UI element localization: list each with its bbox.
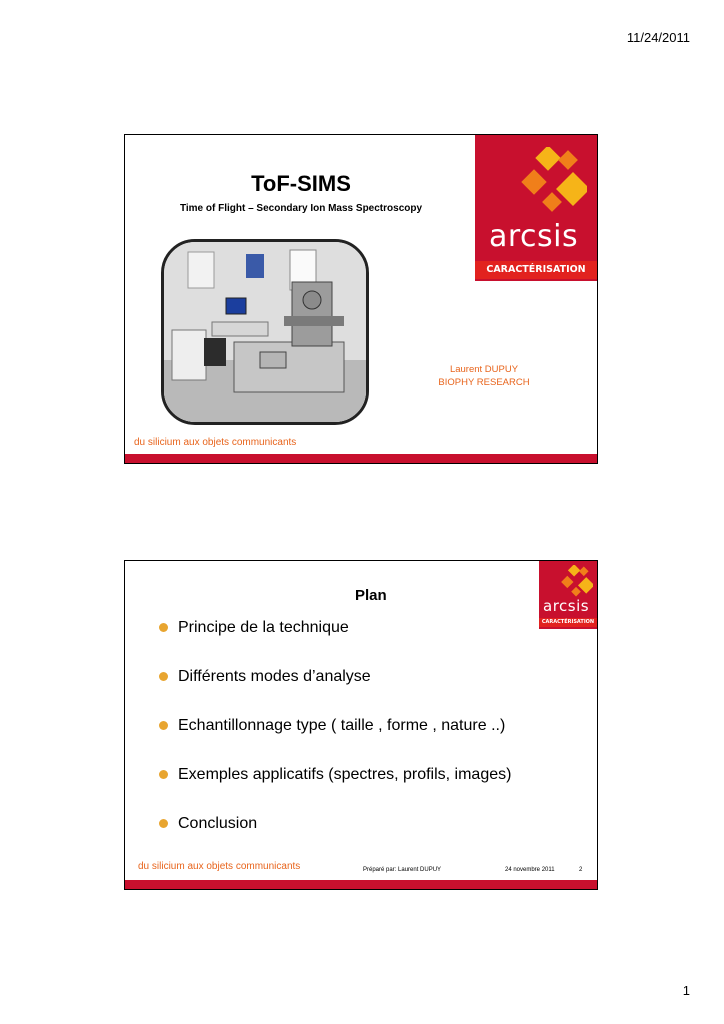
bullet-icon: [159, 770, 168, 779]
logo-subtitle: CARACTÉRISATION: [475, 261, 597, 279]
instrument-photo: [161, 239, 369, 425]
author-organization: BIOPHY RESEARCH: [438, 377, 530, 388]
logo-wordmark: arcsis: [543, 597, 590, 615]
slide-2: [124, 560, 598, 890]
bullet-icon: [159, 672, 168, 681]
arcsis-petal-mark-icon: [521, 147, 587, 213]
bullet-icon: [159, 721, 168, 730]
slide-tagline: du silicium aux objets communicants: [138, 861, 301, 872]
footer-page-number: 2: [579, 867, 583, 873]
bullet-icon: [159, 819, 168, 828]
list-item: Principe de la technique: [159, 617, 511, 666]
plan-list: [159, 617, 511, 862]
footer-author: Préparé par: Laurent DUPUY: [363, 867, 442, 873]
arcsis-logo: [475, 135, 597, 281]
page-date: 11/24/2011: [626, 30, 690, 45]
logo-wordmark: arcsis: [489, 219, 579, 254]
logo-subtitle: CARACTÉRISATION: [539, 618, 597, 627]
author-name: Laurent DUPUY: [449, 364, 519, 375]
bullet-icon: [159, 623, 168, 632]
arcsis-petal-mark-icon: [561, 565, 593, 597]
slide-title: ToF-SIMS: [251, 171, 351, 196]
slide-tagline: du silicium aux objets communicants: [134, 437, 297, 448]
arcsis-logo-small: [539, 561, 597, 629]
slide-bottom-bar: [125, 454, 597, 463]
list-item: Différents modes d’analyse: [159, 666, 511, 715]
list-item: Exemples applicatifs (spectres, profils, images): [159, 764, 511, 813]
slide-subtitle: Time of Flight – Secondary Ion Mass Spectroscopy: [179, 203, 423, 214]
list-item: Conclusion: [159, 813, 511, 862]
slide-title: Plan: [355, 587, 387, 604]
footer-date: 24 novembre 2011: [505, 867, 555, 873]
list-item: Echantillonnage type ( taille , forme , nature ..): [159, 715, 511, 764]
author-block: [419, 363, 549, 389]
slide-bottom-bar: [125, 880, 597, 889]
page-number: 1: [682, 983, 690, 998]
slide-1: [124, 134, 598, 464]
